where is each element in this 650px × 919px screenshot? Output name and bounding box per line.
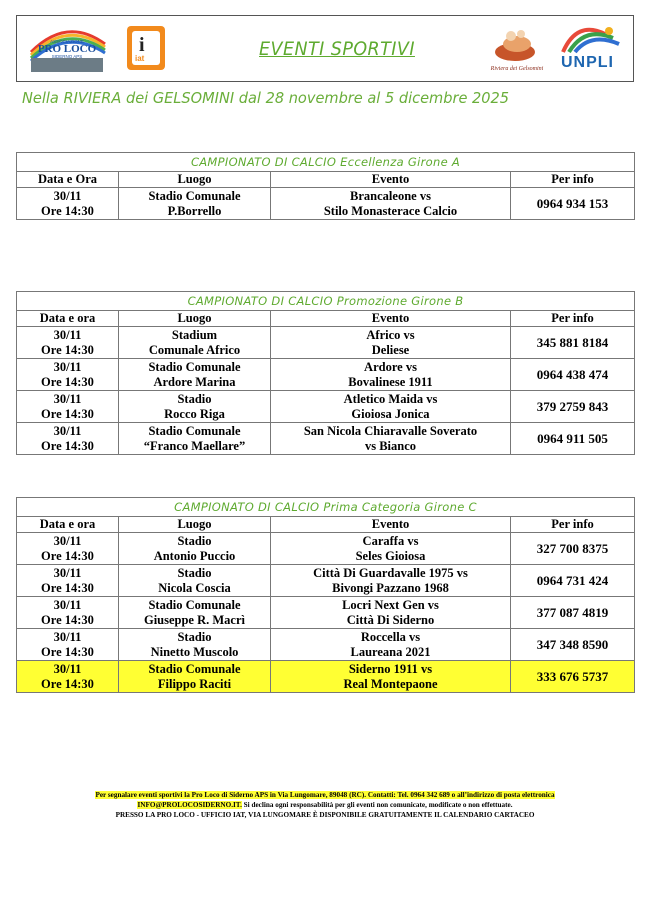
table-row <box>17 188 635 220</box>
unpli-logo-text: UNPLI <box>561 54 614 71</box>
header-box <box>16 15 634 82</box>
col-header: Luogo <box>119 172 271 188</box>
place: Stadio <box>177 566 212 580</box>
event: Bivongi Pazzano 1968 <box>332 580 449 595</box>
place: Giuseppe R. Macrì <box>143 612 246 627</box>
section-title: CAMPIONATO DI CALCIO Eccellenza Girone A <box>17 153 635 172</box>
iat-logo <box>127 26 165 70</box>
event: Locri Next Gen vs <box>342 598 439 612</box>
event: Siderno 1911 vs <box>348 662 433 676</box>
col-header: Evento <box>271 172 511 188</box>
table-row <box>17 327 635 359</box>
section-title: CAMPIONATO DI CALCIO Promozione Girone B <box>17 292 635 311</box>
col-header: Data e Ora <box>17 172 119 188</box>
table-row <box>17 533 635 565</box>
date: 30/11 <box>53 662 82 676</box>
event: Africo vs <box>366 328 415 342</box>
info-phone: 347 348 8590 <box>511 629 635 661</box>
consorzio-logo <box>487 22 547 76</box>
event: Roccella vs <box>360 630 421 644</box>
event: Gioiosa Jonica <box>351 406 430 421</box>
place: Ninetto Muscolo <box>150 644 239 659</box>
unpli-logo <box>555 24 625 76</box>
footer-email[interactable]: INFO@PROLOCOSIDERNO.IT. <box>137 801 242 809</box>
section-title: CAMPIONATO DI CALCIO Prima Categoria Girone C <box>17 498 635 517</box>
date: 30/11 <box>53 424 82 438</box>
date: 30/11 <box>53 534 82 548</box>
event: Città Di Guardavalle 1975 vs <box>313 566 468 580</box>
info-phone: 0964 934 153 <box>511 188 635 220</box>
info-phone: 0964 731 424 <box>511 565 635 597</box>
col-header: Per info <box>511 517 635 533</box>
date: 30/11 <box>53 630 82 644</box>
time: Ore 14:30 <box>41 406 94 421</box>
col-header: Data e ora <box>17 517 119 533</box>
col-header: Evento <box>271 517 511 533</box>
event: Bovalinese 1911 <box>348 374 433 389</box>
time: Ore 14:30 <box>41 548 94 563</box>
subtitle: Nella RIVIERA dei GELSOMINI dal 28 novembre al 5 dicembre 2025 <box>22 89 510 107</box>
time: Ore 14:30 <box>41 612 94 627</box>
consorzio-logo-text: Riviera dei Gelsomini <box>490 66 544 72</box>
table-row <box>17 391 635 423</box>
time: Ore 14:30 <box>41 676 94 691</box>
place: Stadio <box>177 630 212 644</box>
event: vs Bianco <box>364 438 417 453</box>
table-row-highlighted <box>17 661 635 693</box>
place: Stadio Comunale <box>148 189 241 203</box>
date: 30/11 <box>53 360 82 374</box>
date: 30/11 <box>53 598 82 612</box>
event: Stilo Monasterace Calcio <box>323 203 458 218</box>
proloco-logo <box>27 22 107 74</box>
time: Ore 14:30 <box>41 203 94 218</box>
place: Ardore Marina <box>153 374 236 389</box>
table-row <box>17 423 635 455</box>
time: Ore 14:30 <box>41 342 94 357</box>
place: Stadio <box>177 534 212 548</box>
event: Atletico Maida vs <box>343 392 438 406</box>
col-header: Per info <box>511 311 635 327</box>
date: 30/11 <box>53 328 82 342</box>
table-promozione <box>16 291 635 455</box>
table-row <box>17 359 635 391</box>
col-header: Evento <box>271 311 511 327</box>
col-header: Luogo <box>119 517 271 533</box>
info-phone: 0964 911 505 <box>511 423 635 455</box>
info-phone: 333 676 5737 <box>511 661 635 693</box>
place: Rocco Riga <box>164 406 225 421</box>
event: Caraffa vs <box>362 534 419 548</box>
place: Stadio <box>177 392 212 406</box>
page-title: EVENTI SPORTIVI <box>259 38 415 60</box>
date: 30/11 <box>53 392 82 406</box>
table-row <box>17 565 635 597</box>
info-phone: 379 2759 843 <box>511 391 635 423</box>
place: “Franco Maellare” <box>143 438 246 453</box>
event: Laureana 2021 <box>350 644 431 659</box>
info-phone: 345 881 8184 <box>511 327 635 359</box>
event: Ardore vs <box>364 360 417 374</box>
table-row <box>17 597 635 629</box>
time: Ore 14:30 <box>41 438 94 453</box>
time: Ore 14:30 <box>41 644 94 659</box>
event: San Nicola Chiaravalle Soverato <box>303 424 478 438</box>
info-phone: 0964 438 474 <box>511 359 635 391</box>
info-phone: 377 087 4819 <box>511 597 635 629</box>
footer-line-2: Si declina ogni responsabilità per gli eventi non comunicate, modificate o non effettuate. <box>241 801 513 809</box>
iat-logo-letter: i <box>139 34 145 56</box>
proloco-logo-text: PRO LOCO <box>37 43 97 55</box>
footer-line-3: PRESSO LA PRO LOCO - UFFICIO IAT, VIA LUNGOMARE È DISPONIBILE GRATUITAMENTE IL CALENDARIO CARTACEO <box>115 811 535 819</box>
date: 30/11 <box>53 566 82 580</box>
place: Stadio Comunale <box>148 424 241 438</box>
event: Deliese <box>371 342 410 357</box>
event: Brancaleone vs <box>350 189 431 203</box>
iat-logo-text: iat <box>135 54 145 63</box>
info-phone: 327 700 8375 <box>511 533 635 565</box>
place: Nicola Coscia <box>158 580 231 595</box>
place: Stadium <box>171 328 218 342</box>
footer-line-1: Per segnalare eventi sportivi la Pro Loco di Siderno APS in Via Lungomare, 89048 (RC). Contatti: Tel. 0964 342 689 o all’indirizzo di posta elettronica <box>95 791 555 799</box>
time: Ore 14:30 <box>41 374 94 389</box>
place: Stadio Comunale <box>148 662 241 676</box>
place: Filippo Raciti <box>157 676 232 691</box>
proloco-logo-sub: SIDERNO APS <box>51 54 83 59</box>
col-header: Data e ora <box>17 311 119 327</box>
table-eccellenza <box>16 152 635 220</box>
footer <box>0 790 650 820</box>
place: P.Borrello <box>167 203 222 218</box>
place: Stadio Comunale <box>148 360 241 374</box>
table-row <box>17 629 635 661</box>
col-header: Per info <box>511 172 635 188</box>
place: Stadio Comunale <box>148 598 241 612</box>
event: Real Montepaone <box>343 676 438 691</box>
table-prima-categoria <box>16 497 635 693</box>
date: 30/11 <box>53 189 82 203</box>
event: Seles Gioiosa <box>355 548 426 563</box>
place: Comunale Africo <box>148 342 241 357</box>
place: Antonio Puccio <box>153 548 236 563</box>
time: Ore 14:30 <box>41 580 94 595</box>
col-header: Luogo <box>119 311 271 327</box>
proloco-logo-small: ASSOCIAZIONE <box>50 39 84 44</box>
event: Città Di Siderno <box>346 612 435 627</box>
